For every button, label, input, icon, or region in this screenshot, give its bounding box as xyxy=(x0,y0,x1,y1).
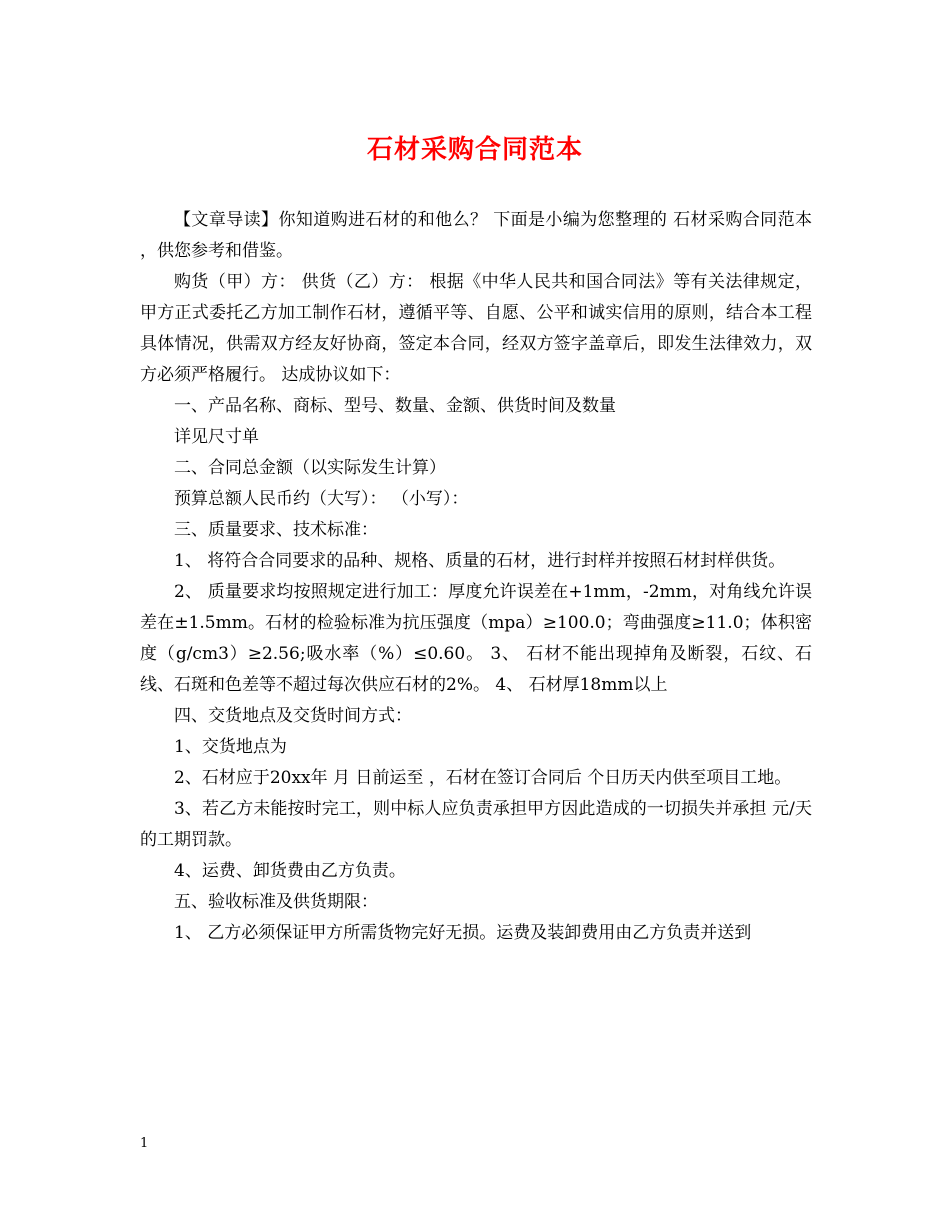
paragraph-size-sheet: 详见尺寸单 xyxy=(174,427,259,447)
document-title: 石材采购合同范本 xyxy=(366,135,583,165)
section-heading-1: 一、产品名称、商标、型号、数量、金额、供货时间及数量 xyxy=(174,396,616,416)
paragraph-acceptance-1: 1、 乙方必须保证甲方所需货物完好无损。运费及装卸费用由乙方负责并送到 xyxy=(174,923,752,943)
paragraph-delivery-2: 2、石材应于20xx年 月 日前运至 ，石材在签订合同后 个日历天内供至项目工地。 xyxy=(174,768,792,788)
paragraph-delivery-4: 4、运费、卸货费由乙方负责。 xyxy=(174,861,406,881)
paragraph-intro: 【文章导读】你知道购进石材的和他么？ 下面是小编为您整理的 石材采购合同范本 ，供您参考和借鉴。 xyxy=(140,210,812,261)
document-body xyxy=(140,205,812,949)
section-heading-3: 三、质量要求、技术标准： xyxy=(174,520,378,540)
paragraph-quality-1: 1、 将符合合同要求的品种、规格、质量的石材，进行封样并按照石材封样供货。 xyxy=(174,551,786,571)
section-heading-5: 五、验收标准及供货期限： xyxy=(174,892,378,912)
paragraph-parties: 购货（甲）方： 供货（乙）方： 根据《中华人民共和国合同法》等有关法律规定，甲方正式委托乙方加工制作石材，遵循平等、自愿、公平和诚实信用的原则，结合本工程具体情况，供需双方经友好协商，签定本合同，经双方签字盖章后，即发生法律效力，双方必须严格履行。 达成协议如下： xyxy=(140,272,812,385)
paragraph-budget: 预算总额人民币约（大写）： （小写）： xyxy=(174,489,469,509)
section-heading-2: 二、合同总金额（以实际发生计算） xyxy=(174,458,446,478)
page-number: 1 xyxy=(140,1136,149,1151)
paragraph-delivery-1: 1、交货地点为 xyxy=(174,737,287,757)
paragraph-delivery-3: 3、若乙方未能按时完工，则中标人应负责承担甲方因此造成的一切损失并承担 元/天的工期罚款。 xyxy=(140,799,812,850)
section-heading-4: 四、交货地点及交货时间方式： xyxy=(174,706,412,726)
paragraph-quality-2: 2、 质量要求均按照规定进行加工：厚度允许误差在+1mm，-2mm，对角线允许误差在±1.5mm。石材的检验标准为抗压强度（mpa）≥100.0；弯曲强度≥11.0；体积密度（g/cm3）≥2.56;吸水率（%）≤0.60。 3、 石材不能出现掉角及断裂，石纹、石线、石斑和色差等不超过每次供应石材的2%。 4、 石材厚18mm以上 xyxy=(140,582,812,695)
